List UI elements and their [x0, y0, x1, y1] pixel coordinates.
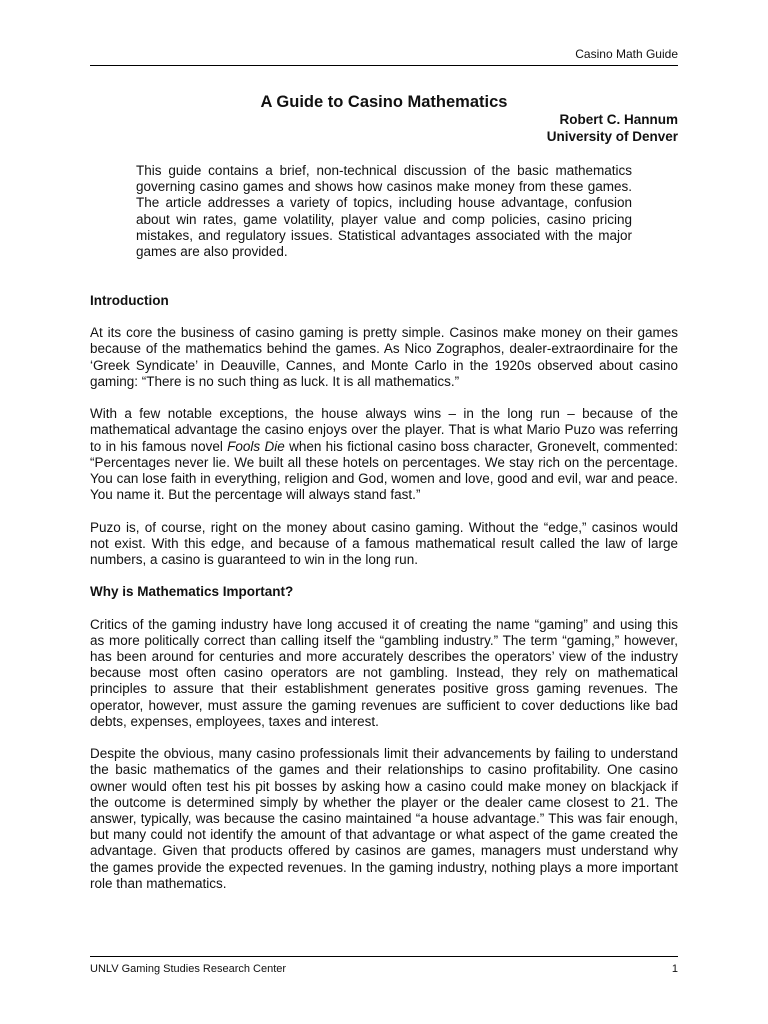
document-body [90, 293, 678, 908]
footer-org: UNLV Gaming Studies Research Center [90, 963, 287, 975]
text-span: With a few notable exceptions, the house always wins – in the long run – because of the mathematical advantage the casino enjoys over the player. That is what Mario Puzo was referring to in his famous novel [90, 406, 678, 454]
paragraph: Puzo is, of course, right on the money about casino gaming. Without the “edge,” casinos would not exist. With this edge, and because of a famous mathematical result called the law of large numbers, a casino is guaranteed to win in the long run. [90, 519, 678, 568]
author-name: Robert C. Hannum [559, 112, 678, 127]
document-title: A Guide to Casino Mathematics [260, 93, 508, 111]
header-rule [90, 65, 678, 66]
paragraph: At its core the business of casino gaming is pretty simple. Casinos make money on their games because of the mathematics behind the games. As Nico Zographos, dealer-extraordinaire for the ‘Greek Syndicate’ in Deauville, Cannes, and Monte Carlo in the 1920s observed about casino gaming: “There is no such thing as luck. It is all mathematics.” [90, 325, 678, 389]
book-title: Fools Die [227, 438, 285, 454]
paragraph [90, 406, 678, 503]
text-span: when his fictional casino boss character, Gronevelt, commented: “Percentages never lie. We built all these hotels on percentages. We stay rich on the percentage. You can lose faith in everything, religion and God, women and love, good and evil, war and peace. You name it. But the percentage will always stand fast.” [90, 438, 678, 503]
section-heading-introduction: Introduction [90, 293, 169, 308]
page-number: 1 [671, 963, 678, 975]
running-head: Casino Math Guide [575, 47, 678, 61]
author-affiliation: University of Denver [546, 129, 678, 144]
paragraph: Critics of the gaming industry have long accused it of creating the name “gaming” and using this as more politically correct than calling itself the “gambling industry.” The term “gaming,” however, has been around for centuries and more accurately describes the operators’ view of the industry because most often casino operators are not gambling. Instead, they rely on mathematical principles to assure that their establishment generates positive gross gaming revenues. The operator, however, must assure the gaming revenues are sufficient to cover deductions like bad debts, expenses, employees, taxes and interest. [90, 616, 678, 729]
paragraph: Despite the obvious, many casino professionals limit their advancements by failing to understand the basic mathematics of the games and their relationships to casino profitability. One casino owner would often test his pit bosses by asking how a casino could make money on blackjack if the outcome is determined simply by whether the player or the dealer came closest to 21. The answer, typically, was because the casino maintained “a house advantage.” This was fair enough, but many could not identify the amount of that advantage or what aspect of the game created the advantage. Given that products offered by casinos are games, managers must understand why the games provide the expected revenues. In the gaming industry, nothing plays a more important role than mathematics. [90, 746, 678, 891]
section-heading-why-mathematics: Why is Mathematics Important? [90, 584, 294, 600]
abstract: This guide contains a brief, non-technical discussion of the basic mathematics governing casino games and shows how casinos make money from these games. The article addresses a variety of topics, including house advantage, confusion about win rates, game volatility, player value and comp policies, casino pricing mistakes, and regulatory issues. Statistical advantages associated with the major games are also provided. [136, 163, 632, 260]
author-block [547, 111, 678, 145]
footer-rule [90, 956, 678, 957]
